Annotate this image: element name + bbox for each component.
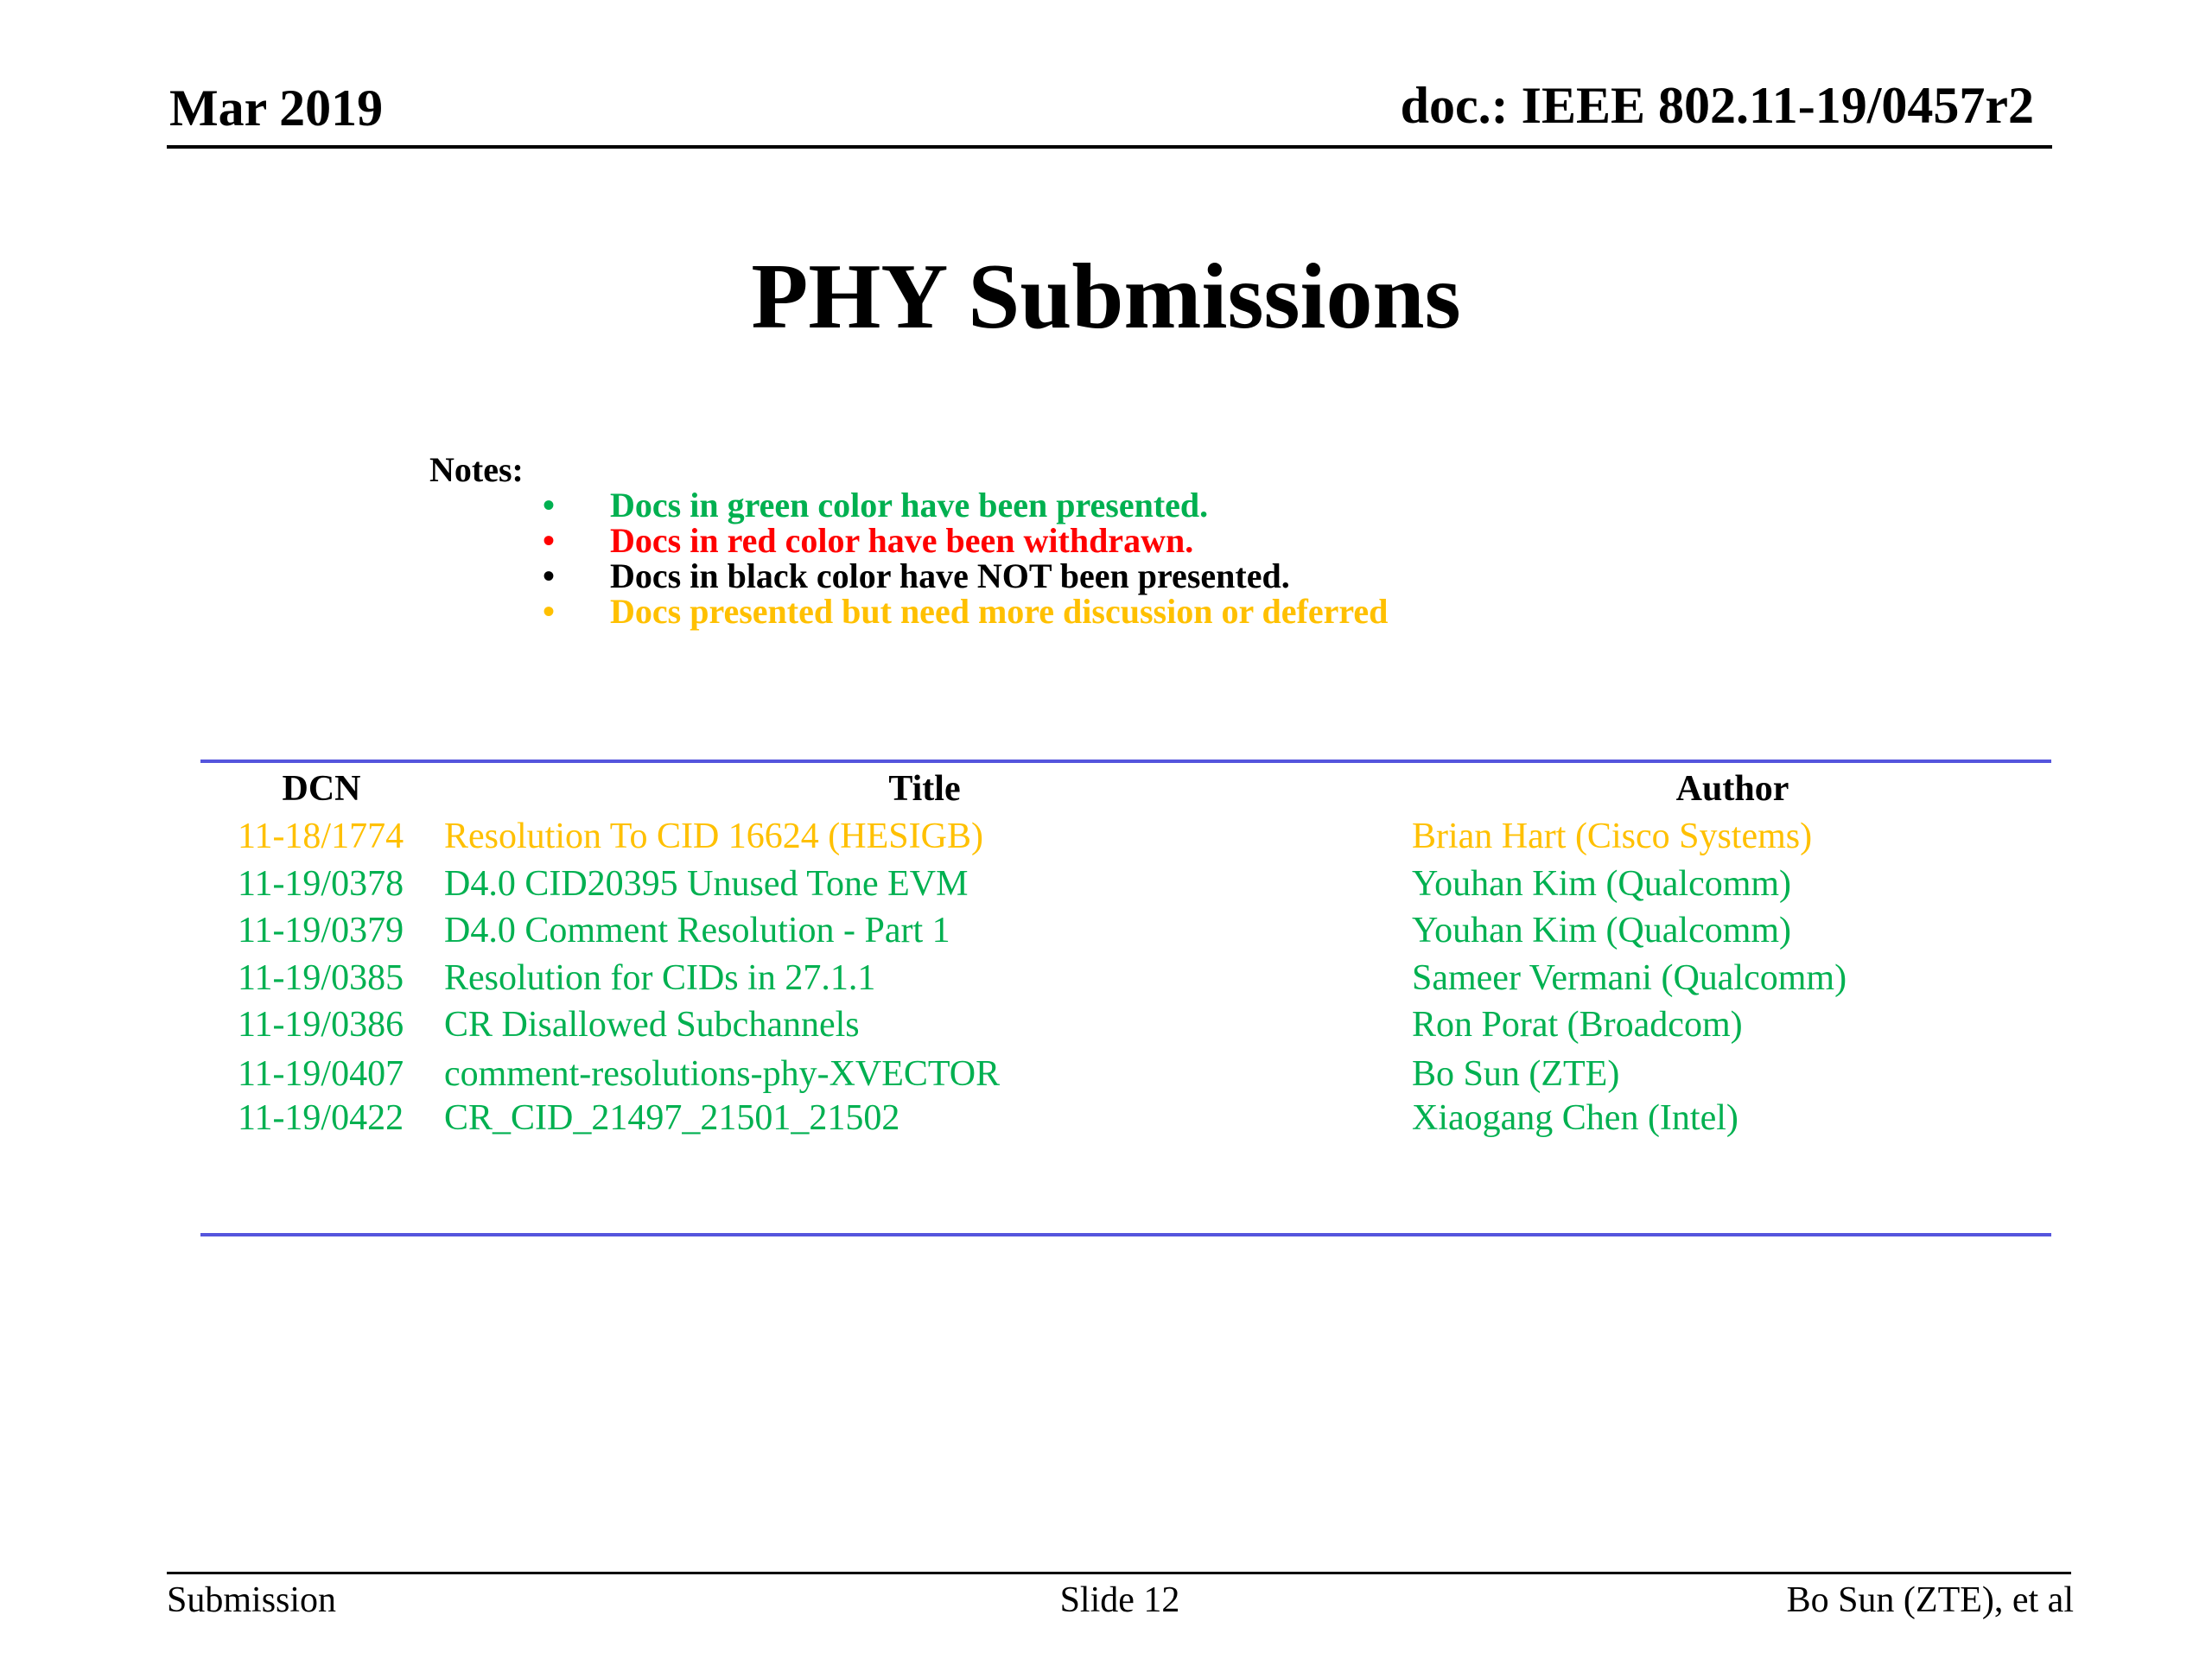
header-doc-id: doc.: IEEE 802.11-19/0457r2: [1400, 77, 2034, 134]
cell-dcn: 11-18/1774: [238, 817, 404, 856]
footer-authors: Bo Sun (ZTE), et al: [1786, 1580, 2074, 1620]
note-text: Docs in black color have NOT been presented.: [610, 556, 1290, 595]
cell-title: comment-resolutions-phy-XVECTOR: [444, 1054, 1001, 1094]
header-rule: [167, 145, 2052, 149]
column-header-title: Title: [888, 769, 961, 809]
table-row: [0, 1052, 2212, 1096]
cell-title: CR Disallowed Subchannels: [444, 1005, 860, 1045]
note-item: [536, 594, 1388, 629]
cell-title: CR_CID_21497_21501_21502: [444, 1098, 900, 1138]
note-item: [536, 523, 1388, 558]
table-top-rule: [200, 760, 2051, 763]
footer-submission: Submission: [167, 1580, 337, 1620]
cell-author: Ron Porat (Broadcom): [1412, 1005, 1743, 1045]
note-text: Docs in green color have been presented.: [610, 486, 1209, 524]
note-text: Docs in red color have been withdrawn.: [610, 521, 1194, 560]
cell-author: Xiaogang Chen (Intel): [1412, 1098, 1738, 1138]
note-item: [536, 558, 1388, 594]
table-row: [0, 862, 2212, 906]
bullet-icon: •: [542, 592, 555, 631]
footer-slide-number: Slide 12: [1059, 1580, 1180, 1620]
cell-dcn: 11-19/0422: [238, 1098, 404, 1138]
bullet-icon: •: [542, 556, 555, 595]
slide-title: PHY Submissions: [751, 245, 1461, 348]
column-header-author: Author: [1675, 769, 1789, 809]
table-row: [0, 1003, 2212, 1046]
column-header-dcn: DCN: [282, 769, 361, 809]
cell-title: Resolution To CID 16624 (HESIGB): [444, 817, 983, 856]
cell-title: D4.0 Comment Resolution - Part 1: [444, 911, 950, 950]
cell-author: Youhan Kim (Qualcomm): [1412, 911, 1792, 950]
cell-dcn: 11-19/0407: [238, 1054, 404, 1094]
cell-dcn: 11-19/0386: [238, 1005, 404, 1045]
cell-dcn: 11-19/0385: [238, 958, 404, 998]
cell-author: Sameer Vermani (Qualcomm): [1412, 958, 1847, 998]
footer-rule: [167, 1572, 2071, 1574]
note-text: Docs presented but need more discussion or deferred: [610, 592, 1389, 631]
table-row: [0, 957, 2212, 1000]
note-item: [536, 487, 1388, 523]
notes-list: [536, 487, 1388, 629]
table-row: [0, 909, 2212, 952]
cell-dcn: 11-19/0378: [238, 864, 404, 904]
cell-title: Resolution for CIDs in 27.1.1: [444, 958, 876, 998]
table-bottom-rule: [200, 1233, 2051, 1236]
cell-author: Brian Hart (Cisco Systems): [1412, 817, 1813, 856]
cell-title: D4.0 CID20395 Unused Tone EVM: [444, 864, 969, 904]
cell-author: Youhan Kim (Qualcomm): [1412, 864, 1792, 904]
table-row: [0, 1096, 2212, 1140]
bullet-icon: •: [542, 486, 555, 524]
cell-dcn: 11-19/0379: [238, 911, 404, 950]
table-row: [0, 815, 2212, 858]
header-date: Mar 2019: [169, 79, 384, 137]
cell-author: Bo Sun (ZTE): [1412, 1054, 1620, 1094]
bullet-icon: •: [542, 521, 555, 560]
notes-label: Notes:: [429, 450, 524, 489]
